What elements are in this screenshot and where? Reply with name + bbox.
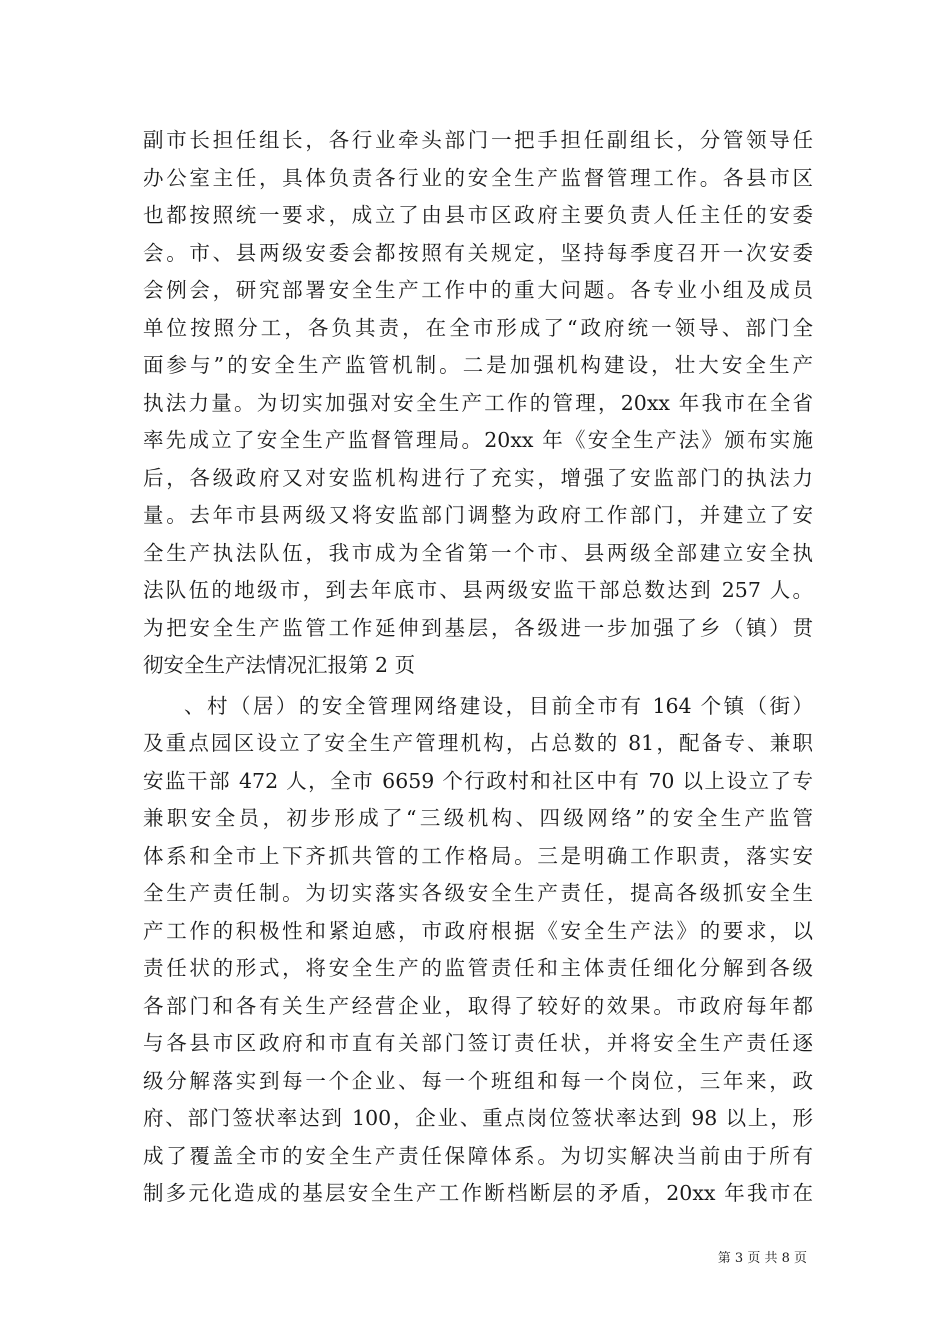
text-line: 量。去年市县两级又将安监部门调整为政府工作部门，并建立了安 [143,503,813,527]
text-line: 副市长担任组长，各行业牵头部门一把手担任副组长，分管领导任 [143,128,813,152]
text-line: 单位按照分工，各负其责，在全市形成了“政府统一领导、部门全 [143,315,813,340]
text-line: 会。市、县两级安委会都按照有关规定，坚持每季度召开一次安委 [143,240,813,265]
text-line: 体系和全市上下齐抓共管的工作格局。三是明确工作职责，落实安 [143,843,813,868]
page-number-footer: 第 3 页 共 8 页 [717,1251,807,1266]
text-line: 级分解落实到每一个企业、每一个班组和每一个岗位，三年来，政 [143,1068,813,1093]
text-line: 面参与”的安全生产监管机制。二是加强机构建设，壮大安全生产 [143,353,813,377]
text-line: 彻安全生产法情况汇报第 2 页 [143,653,416,677]
text-line: 法队伍的地级市，到去年底市、县两级安监干部总数达到 257 人。 [143,578,813,602]
text-line: 后，各级政府又对安监机构进行了充实，增强了安监部门的执法力 [143,465,813,490]
text-line: 全生产责任制。为切实落实各级安全生产责任，提高各级抓安全生 [143,881,813,905]
text-line: 执法力量。为切实加强对安全生产工作的管理，20xx 年我市在全省 [143,390,813,415]
paragraph-2 [143,688,813,1213]
text-line: 府、部门签状率达到 100，企业、重点岗位签状率达到 98 以上，形 [143,1106,813,1130]
text-line: 、村（居）的安全管理网络建设，目前全市有 164 个镇（街） [184,693,813,718]
text-line: 成了覆盖全市的安全生产责任保障体系。为切实解决当前由于所有 [143,1143,813,1168]
text-line: 制多元化造成的基层安全生产工作断档断层的矛盾，20xx 年我市在 [143,1181,813,1205]
text-line: 全生产执法队伍，我市成为全省第一个市、县两级全部建立安全执 [143,540,813,565]
paragraph-1 [143,122,813,685]
text-line: 安监干部 472 人，全市 6659 个行政村和社区中有 70 以上设立了专 [143,768,813,793]
text-line: 率先成立了安全生产监督管理局。20xx 年《安全生产法》颁布实施 [143,428,813,452]
body-text [143,122,813,1213]
text-line: 及重点园区设立了安全生产管理机构，占总数的 81，配备专、兼职 [143,731,813,755]
text-line: 会例会，研究部署安全生产工作中的重大问题。各专业小组及成员 [143,278,813,302]
text-line: 与各县市区政府和市直有关部门签订责任状，并将安全生产责任逐 [143,1031,813,1055]
text-line: 也都按照统一要求，成立了由县市区政府主要负责人任主任的安委 [143,203,813,227]
text-line: 兼职安全员，初步形成了“三级机构、四级网络”的安全生产监管 [143,806,813,830]
text-line: 产工作的积极性和紧迫感，市政府根据《安全生产法》的要求，以 [143,918,813,943]
text-line: 为把安全生产监管工作延伸到基层，各级进一步加强了乡（镇）贯 [143,615,813,640]
text-line: 责任状的形式，将安全生产的监管责任和主体责任细化分解到各级 [143,956,813,980]
text-line: 办公室主任，具体负责各行业的安全生产监督管理工作。各县市区 [143,165,813,190]
text-line: 各部门和各有关生产经营企业，取得了较好的效果。市政府每年都 [143,993,813,1018]
